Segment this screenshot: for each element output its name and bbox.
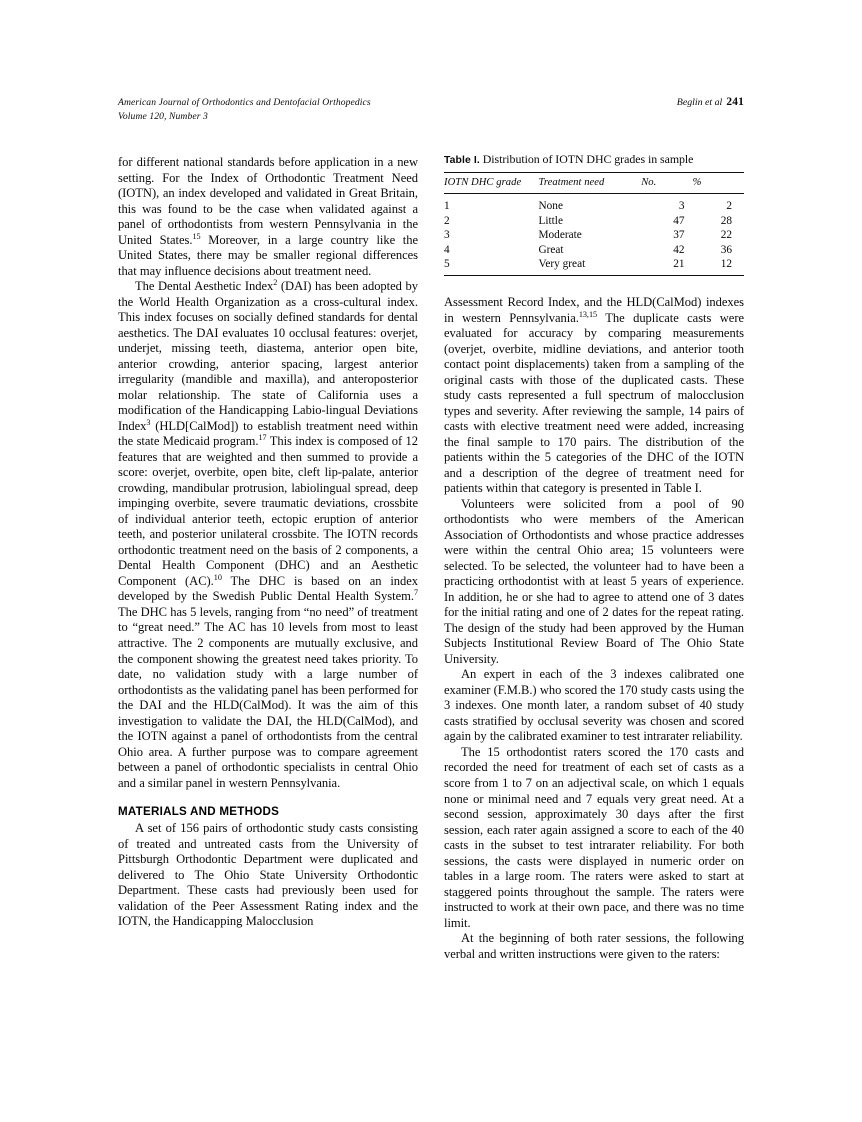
column-header-no: No. [641,173,692,194]
cell-percent: 2 [693,194,744,214]
cell-no: 21 [641,257,692,276]
para-text: Assessment Record Index, and the HLD(CalMod) indexes in western Pennsylvania. [444,295,744,325]
para-text-tail: Moreover, in a large country like the United States, there may be smaller regional differences that may influence decisions about treatment need. [118,232,419,278]
author-running-head: Beglin et al [676,97,723,108]
para-text: The DHC is based on an index developed by the Swedish Public Dental Health System. [118,573,418,604]
table-caption [444,152,744,168]
paragraph-instructions: At the beginning of both rater sessions, the following verbal and written instructions were given to the raters: [444,931,744,961]
paragraph-volunteers: Volunteers were solicited from a pool of 90 orthodontists who were members of the American Association of Orthodontists and whose practice addresses were within the central Ohio area; 15 volunteers were selected. To be selected, the volunteer had to have been a practicing orthodontist with at least 5 years of experience. In addition, he or she had to agree to attend one of 3 dates for the initial rating and one of 2 dates for the repeat rating. The design of the study had been approved by the Human Subjects Institutional Review Board of The Ohio State University. [444,496,744,666]
page-number: 241 [726,96,744,108]
table-label: Table I. [444,155,480,166]
cell-need: Little [538,214,563,227]
paragraph-assessment [444,295,744,497]
para-text: This index is composed of 12 features that are weighted and then summed to provide a score: overjet, overbite, open bite, cleft lip-palate, anterior crowding, mandibular protrusion, labiolingual spread, deep impinging overbite, severe traumatic deviations, crossbite of individual anterior teeth, ectopic eruption of anterior teeth, and posterior unilateral crossbite. The IOTN records orthodontic treatment need on the basis of 2 components, a Dental Health Component (DHC) and an Aesthetic Component (AC). [118,434,418,588]
section-heading-materials-and-methods: MATERIALS AND METHODS [118,805,280,819]
column-header-percent: % [693,173,744,194]
paragraph-dai [118,279,418,791]
journal-name: American Journal of Orthodontics and Dentofacial Orthopedics [118,97,371,108]
para-text: (HLD[CalMod]) to establish treatment need within the state Medicaid program. [118,418,418,449]
citation-ref: 15 [192,231,201,241]
cell-percent: 22 [720,229,732,242]
left-text-column [118,155,418,930]
cell-grade: 3 [444,229,450,242]
paragraph-expert-calibration: An expert in each of the 3 indexes calibrated one examiner (F.M.B.) who scored the 170 study casts using the 3 indexes. One month later, a random subset of 40 study casts stratified by occlusal severity was chosen and scored again by the calibrated examiner to test intrarater reliability. [444,667,744,744]
cell-need: Very great [538,257,641,276]
cell-no: 47 [673,214,685,227]
cell-grade: 4 [444,243,450,256]
table-row [444,194,744,214]
table-header-row [444,173,744,194]
para-text: The Dental Aesthetic Index [135,279,274,294]
table-caption-text: Distribution of IOTN DHC grades in sample [482,152,694,166]
cell-no: 42 [673,243,685,256]
citation-ref: 3 [146,417,151,427]
table-1-container [444,152,744,276]
citation-ref: 2 [273,277,278,287]
cell-grade: 1 [444,194,538,214]
citation-ref: 17 [258,433,267,443]
paragraph-continued [118,155,418,279]
cell-no: 3 [641,194,692,214]
running-header [118,96,744,123]
cell-need: None [538,194,641,214]
citation-ref: 13,15 [578,309,598,319]
cell-no: 37 [673,229,685,242]
column-header-grade: IOTN DHC grade [444,173,538,194]
folio-block [677,96,744,110]
citation-ref: 10 [213,572,222,582]
cell-percent: 28 [720,214,732,227]
para-text: (DAI) has been adopted by the World Health Organization as a cross-cultural index. This index focuses on socially defined standards for dental aesthetics. The DAI evaluates 10 occlusal features: overjet, underjet, missing teeth, diastema, anterior open bite, anterior crowding, anterior spacing, largest anterior irregularity (mandible and maxilla), and anteroposterior molar relationship. The state of California uses a modification of the Handicapping Labio-lingual Deviations Index [118,279,418,433]
para-text: The DHC has 5 levels, ranging from “no need” of treatment to “great need.” The AC has 10 levels from most to least attractive. The 2 components are mutually exclusive, and the component showing the greatest need takes priority. To date, no validation study with a large number of orthodontists as the validating panel has been performed for the DAI and the HLD(CalMod). It was the aim of this investigation to validate the DAI, the HLD(CalMod), and the IOTN against a panel of orthodontists from the central Ohio area. A further purpose was to compare agreement between a panel of orthodontic specialists in central Ohio and a similar panel in western Pennsylvania. [118,604,418,790]
paragraph-methods: A set of 156 pairs of orthodontic study casts consisting of treated and untreated casts from the University of Pittsburgh Orthodontic Department were duplicated and delivered to The Ohio State University Orthodontic Department. These casts had previously been used for validation of the Peer Assessment Rating index and the IOTN, the Handicapping Malocclusion [118,821,418,929]
table-row [444,242,744,257]
citation-ref: 7 [413,588,418,598]
cell-percent: 12 [693,257,744,276]
cell-grade: 2 [444,214,450,227]
right-text-column [444,295,744,962]
para-text-tail: The duplicate casts were evaluated for accuracy by comparing measurements (overjet, overbite, midline deviations, and anterior tooth contact point displacements) taken from a sampling of the original casts with those of the duplicated casts. These study casts represented a full spectrum of malocclusion types and severity. After reviewing the sample, 14 pairs of casts with elective treatment need were added, increasing the final sample to 170 pairs. The distribution of the patients within the 5 categories of the DHC of the IOTN and a description of the degree of treatment need for patients within that category is presented in Table I. [444,310,744,496]
journal-volume: Volume 120, Number 3 [118,110,208,122]
paragraph-raters: The 15 orthodontist raters scored the 170 casts and recorded the need for treatment of each set of casts as a score from 1 to 7 on an adjectival scale, on which 1 equals none or minimal need and 7 equals very great need. At a second session, approximately 30 days after the first session, each rater again assigned a score to each of the 40 casts in the subset to test intrarater reliability. For both sessions, the casts were displayed in numeric order on tables in a large room. The raters were asked to start at staggered points throughout the sample. The raters were instructed to work at their own pace, and there was no time limit. [444,744,744,930]
cell-need: Great [538,243,564,256]
table-row [444,213,744,228]
table-row [444,228,744,243]
cell-percent: 36 [720,243,732,256]
iotn-dhc-distribution-table [444,172,744,276]
table-row [444,257,744,276]
para-text: for different national standards before application in a new setting. For the Index of Orthodontic Treatment Need (IOTN), an index developed and validated in Great Britain, this was found to be the case when validated against a panel of orthodontists from western Pennsylvania in the United States. [118,155,418,247]
cell-need: Moderate [538,229,582,242]
cell-grade: 5 [444,257,538,276]
column-header-treatment-need: Treatment need [538,173,641,194]
journal-title-block [118,96,371,123]
